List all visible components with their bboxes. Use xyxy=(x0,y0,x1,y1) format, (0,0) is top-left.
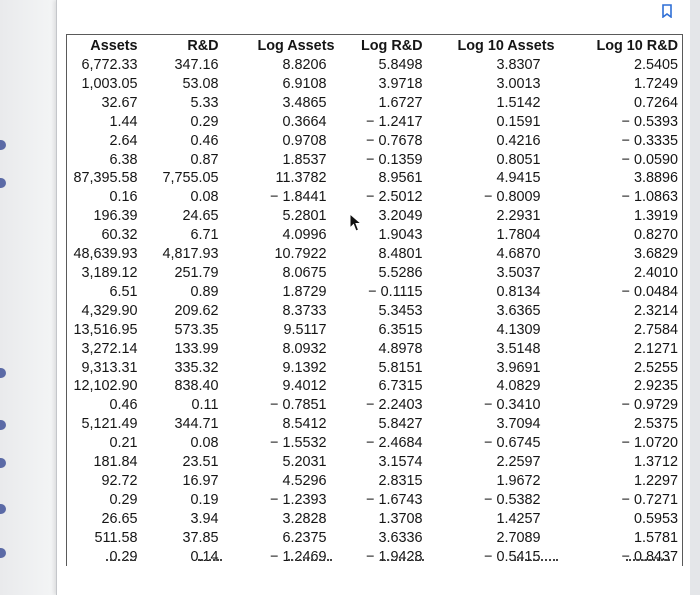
cell-log10-rd: − 0.9729 xyxy=(621,397,678,414)
cell-log10-assets: 3.8307 xyxy=(496,57,541,73)
cell-rd: 0.29 xyxy=(190,113,219,130)
cell-log10-rd: 1.2297 xyxy=(633,472,678,489)
cell-assets: 0.16 xyxy=(109,189,138,206)
cell-rd: 0.19 xyxy=(190,491,219,508)
cell-log10-rd: 2.1271 xyxy=(633,340,678,357)
cell-assets: 1.44 xyxy=(109,113,138,130)
cell-log10-assets: 0.8051 xyxy=(496,151,541,168)
cell-log10-assets: 4.0829 xyxy=(496,378,541,395)
cell-log-rd: − 2.4684 xyxy=(366,435,423,452)
cell-rd: 335.32 xyxy=(174,359,219,376)
left-edge-mark xyxy=(0,420,6,430)
cell-log10-rd: 2.7584 xyxy=(633,321,678,338)
cell-assets: 9,313.31 xyxy=(81,359,138,376)
cell-log10-rd: 1.3712 xyxy=(633,454,678,471)
cell-log-rd: − 1.9428 xyxy=(366,548,423,565)
left-edge-mark xyxy=(0,140,6,150)
cut-off-cell xyxy=(626,559,670,564)
table-row xyxy=(67,245,683,264)
table-row xyxy=(67,56,683,75)
cell-log10-rd: 2.4010 xyxy=(633,264,678,281)
cell-log-assets: − 1.2469 xyxy=(270,548,327,565)
left-edge-mark xyxy=(0,458,6,468)
cell-log-rd: 5.8427 xyxy=(378,416,423,433)
cell-assets: 60.32 xyxy=(101,227,138,244)
cell-log-assets: 8.0675 xyxy=(282,264,327,281)
cell-log-rd: − 0.7678 xyxy=(366,132,423,149)
cell-log-assets: 6.2375 xyxy=(282,529,327,546)
cell-log10-rd: 0.7264 xyxy=(633,94,678,111)
table-row xyxy=(67,491,683,510)
table-row xyxy=(67,94,683,113)
cell-log-rd: 1.9043 xyxy=(378,227,423,244)
cell-log10-rd: 3.6829 xyxy=(633,246,678,263)
cell-log-rd: − 2.2403 xyxy=(366,397,423,414)
cell-log10-assets: 3.5148 xyxy=(496,340,541,357)
cell-log10-rd: 2.5375 xyxy=(633,416,678,433)
cell-rd: 37.85 xyxy=(182,529,219,546)
cut-off-cell xyxy=(106,559,136,564)
cell-log10-assets: − 0.3410 xyxy=(484,397,541,414)
table-row xyxy=(67,396,683,415)
cell-log-assets: 8.5412 xyxy=(282,416,327,433)
table-row xyxy=(67,207,683,226)
cell-log10-assets: 0.4216 xyxy=(496,132,541,149)
bookmark-icon[interactable] xyxy=(661,4,673,18)
cell-log10-rd: 1.7249 xyxy=(633,75,678,92)
cell-rd: 347.16 xyxy=(174,57,219,73)
left-edge-mark xyxy=(0,368,6,378)
cell-log-assets: 6.9108 xyxy=(282,75,327,92)
cell-assets: 3,189.12 xyxy=(81,264,138,281)
data-table xyxy=(66,34,683,566)
cell-log-assets: − 1.2393 xyxy=(270,491,327,508)
cell-log-rd: − 1.6743 xyxy=(366,491,423,508)
cell-assets: 12,102.90 xyxy=(73,378,138,395)
cell-log10-assets: 4.1309 xyxy=(496,321,541,338)
column-header-assets: Assets xyxy=(90,38,138,54)
cell-assets: 196.39 xyxy=(93,208,138,225)
cell-rd: 0.08 xyxy=(190,435,219,452)
cell-log10-assets: 3.5037 xyxy=(496,264,541,281)
cell-assets: 26.65 xyxy=(101,510,138,527)
cell-log-rd: − 1.2417 xyxy=(366,113,423,130)
table-row xyxy=(67,529,683,548)
table-row xyxy=(67,113,683,132)
cell-log-rd: 8.4801 xyxy=(378,246,423,263)
cell-log-assets: 4.5296 xyxy=(282,472,327,489)
table-row xyxy=(67,302,683,321)
cell-assets: 0.29 xyxy=(109,491,138,508)
table-row xyxy=(67,169,683,188)
cell-rd: 0.08 xyxy=(190,189,219,206)
cell-log10-assets: − 0.5382 xyxy=(484,491,541,508)
cell-assets: 0.29 xyxy=(109,548,138,565)
cell-log10-assets: 1.4257 xyxy=(496,510,541,527)
table-row xyxy=(67,453,683,472)
cell-log-assets: 0.9708 xyxy=(282,132,327,149)
cell-log-rd: − 0.1359 xyxy=(366,151,423,168)
column-header-log-assets: Log Assets xyxy=(257,38,335,54)
cell-rd: 0.14 xyxy=(190,548,219,565)
table-row xyxy=(67,434,683,453)
cell-log10-rd: 0.5953 xyxy=(633,510,678,527)
cell-assets: 6.51 xyxy=(109,283,138,300)
cell-log10-assets: 0.1591 xyxy=(496,113,541,130)
cell-log-assets: 3.2828 xyxy=(282,510,327,527)
cut-off-row xyxy=(66,556,682,564)
cell-rd: 0.89 xyxy=(190,283,219,300)
cell-rd: 16.97 xyxy=(182,472,219,489)
cell-assets: 0.46 xyxy=(109,397,138,414)
cell-log-assets: 5.2801 xyxy=(282,208,327,225)
cell-log-rd: 3.6336 xyxy=(378,529,423,546)
cell-log10-rd: 2.9235 xyxy=(633,378,678,395)
cell-log10-assets: − 0.8009 xyxy=(484,189,541,206)
cell-log-rd: 1.6727 xyxy=(378,94,423,111)
cell-log-rd: 3.2049 xyxy=(378,208,423,225)
cell-assets: 3,272.14 xyxy=(81,340,138,357)
table-row xyxy=(67,510,683,529)
cell-log10-assets: − 0.6745 xyxy=(484,435,541,452)
table-row xyxy=(67,132,683,151)
cell-log-assets: 10.7922 xyxy=(274,246,327,263)
cell-log-assets: 1.8729 xyxy=(282,283,327,300)
cell-rd: 53.08 xyxy=(182,75,219,92)
cell-log10-rd: 2.5255 xyxy=(633,359,678,376)
cell-log-rd: 2.8315 xyxy=(378,472,423,489)
cell-log10-rd: − 0.0590 xyxy=(621,151,678,168)
cell-rd: 7,755.05 xyxy=(162,170,219,187)
cell-log10-assets: 1.9672 xyxy=(496,472,541,489)
cell-log-rd: 8.9561 xyxy=(378,170,423,187)
cell-log10-assets: 3.7094 xyxy=(496,416,541,433)
cell-log-rd: 4.8978 xyxy=(378,340,423,357)
cell-log-assets: 9.4012 xyxy=(282,378,327,395)
cell-rd: 0.46 xyxy=(190,132,219,149)
left-edge-mark xyxy=(0,178,6,188)
cell-log-rd: 3.9718 xyxy=(378,75,423,92)
cell-log10-assets: 1.5142 xyxy=(496,94,541,111)
cell-rd: 5.33 xyxy=(190,94,219,111)
cell-rd: 573.35 xyxy=(174,321,219,338)
cell-assets: 6,772.33 xyxy=(81,57,138,73)
column-header-log-rd: Log R&D xyxy=(360,38,423,54)
cell-log10-rd: − 0.3335 xyxy=(621,132,678,149)
cell-log10-rd: 2.5405 xyxy=(633,57,678,73)
table-row xyxy=(67,226,683,245)
cut-off-cell xyxy=(198,559,222,564)
column-header-log10-rd: Log 10 R&D xyxy=(596,38,678,54)
cell-rd: 209.62 xyxy=(174,302,219,319)
right-margin-strip xyxy=(690,0,700,595)
cell-assets: 92.72 xyxy=(101,472,138,489)
cut-off-cell xyxy=(380,559,424,564)
cell-log-assets: 3.4865 xyxy=(282,94,327,111)
cell-log10-assets: 2.7089 xyxy=(496,529,541,546)
arrow-cursor-icon xyxy=(349,213,363,233)
table-row xyxy=(67,321,683,340)
cell-log-rd: − 2.5012 xyxy=(366,189,423,206)
cell-log-assets: 8.0932 xyxy=(282,340,327,357)
cell-log10-rd: − 0.7271 xyxy=(621,491,678,508)
cell-log-rd: 6.7315 xyxy=(378,378,423,395)
cell-rd: 251.79 xyxy=(174,264,219,281)
cell-rd: 838.40 xyxy=(174,378,219,395)
cell-log-rd: 1.3708 xyxy=(378,510,423,527)
cell-rd: 344.71 xyxy=(174,416,219,433)
cell-log10-assets: 0.8134 xyxy=(496,283,541,300)
cell-assets: 1,003.05 xyxy=(81,75,138,92)
table-row xyxy=(67,75,683,94)
table-row xyxy=(67,472,683,491)
cell-log-rd: 6.3515 xyxy=(378,321,423,338)
cell-assets: 48,639.93 xyxy=(73,246,138,263)
cell-log-assets: 4.0996 xyxy=(282,227,327,244)
left-edge-mark xyxy=(0,504,6,514)
cell-log-rd: 5.5286 xyxy=(378,264,423,281)
table-row xyxy=(67,283,683,302)
cell-log10-rd: 1.3919 xyxy=(633,208,678,225)
cell-log-assets: 1.8537 xyxy=(282,151,327,168)
cell-rd: 23.51 xyxy=(182,454,219,471)
cell-log10-assets: − 0.5415 xyxy=(484,548,541,565)
cell-log10-rd: − 1.0720 xyxy=(621,435,678,452)
cell-log-rd: 3.1574 xyxy=(378,454,423,471)
cell-assets: 13,516.95 xyxy=(73,321,138,338)
cell-log10-assets: 4.6870 xyxy=(496,246,541,263)
cell-log10-rd: − 0.0484 xyxy=(621,283,678,300)
cell-log10-assets: 3.9691 xyxy=(496,359,541,376)
cell-assets: 32.67 xyxy=(101,94,138,111)
cell-log10-rd: 3.8896 xyxy=(633,170,678,187)
cell-assets: 0.21 xyxy=(109,435,138,452)
cell-rd: 0.87 xyxy=(190,151,219,168)
table-row xyxy=(67,340,683,359)
cell-log-assets: 8.8206 xyxy=(282,57,327,73)
cell-log-assets: 0.3664 xyxy=(282,113,327,130)
table-row xyxy=(67,264,683,283)
cell-log-assets: 5.2031 xyxy=(282,454,327,471)
cell-log10-assets: 1.7804 xyxy=(496,227,541,244)
cut-off-cell xyxy=(288,559,332,564)
column-header-rd: R&D xyxy=(187,38,219,54)
table-row xyxy=(67,415,683,434)
cell-log10-rd: 1.5781 xyxy=(633,529,678,546)
cell-rd: 133.99 xyxy=(174,340,219,357)
cell-rd: 0.11 xyxy=(191,397,219,414)
left-edge-mark xyxy=(0,548,6,558)
cell-log-rd: 5.8498 xyxy=(378,57,423,73)
cell-log-rd: 5.3453 xyxy=(378,302,423,319)
cell-assets: 4,329.90 xyxy=(81,302,138,319)
cell-log-assets: − 1.8441 xyxy=(270,189,327,206)
cell-rd: 3.94 xyxy=(190,510,219,527)
cell-log10-rd: − 1.0863 xyxy=(621,189,678,206)
left-edge-marks xyxy=(0,0,8,595)
column-header-log10-assets: Log 10 Assets xyxy=(457,38,555,54)
cell-log10-assets: 2.2597 xyxy=(496,454,541,471)
cell-assets: 6.38 xyxy=(109,151,138,168)
table-row xyxy=(67,377,683,396)
cell-log-assets: 9.1392 xyxy=(282,359,327,376)
cell-log-rd: 5.8151 xyxy=(378,359,423,376)
table-row xyxy=(67,188,683,207)
cell-assets: 181.84 xyxy=(93,454,138,471)
cell-log-assets: 8.3733 xyxy=(282,302,327,319)
cell-rd: 4,817.93 xyxy=(162,246,219,263)
cell-rd: 24.65 xyxy=(182,208,219,225)
cell-log10-rd: 0.8270 xyxy=(633,227,678,244)
table-body xyxy=(67,56,683,566)
cut-off-cell xyxy=(514,559,558,564)
cell-assets: 5,121.49 xyxy=(81,416,138,433)
cell-log10-rd: − 0.8437 xyxy=(621,548,678,565)
cell-log10-assets: 3.6365 xyxy=(496,302,541,319)
cell-log-assets: 11.3782 xyxy=(275,170,327,187)
cell-log10-assets: 4.9415 xyxy=(496,170,541,187)
cell-log-rd: − 0.1115 xyxy=(368,283,423,300)
table-row xyxy=(67,151,683,170)
table-row xyxy=(67,359,683,378)
left-margin-strip xyxy=(0,0,56,595)
cell-log-assets: 9.5117 xyxy=(283,321,327,338)
cell-log10-rd: 2.3214 xyxy=(633,302,678,319)
table-header-row xyxy=(67,35,683,57)
cell-log-assets: − 1.5532 xyxy=(270,435,327,452)
cell-log-assets: − 0.7851 xyxy=(270,397,327,414)
cell-assets: 87,395.58 xyxy=(73,170,138,187)
cell-log10-rd: − 0.5393 xyxy=(621,113,678,130)
cell-assets: 2.64 xyxy=(109,132,138,149)
cell-log10-assets: 3.0013 xyxy=(496,75,541,92)
cell-log10-assets: 2.2931 xyxy=(496,208,541,225)
cell-assets: 511.58 xyxy=(94,529,138,546)
cell-rd: 6.71 xyxy=(190,227,219,244)
